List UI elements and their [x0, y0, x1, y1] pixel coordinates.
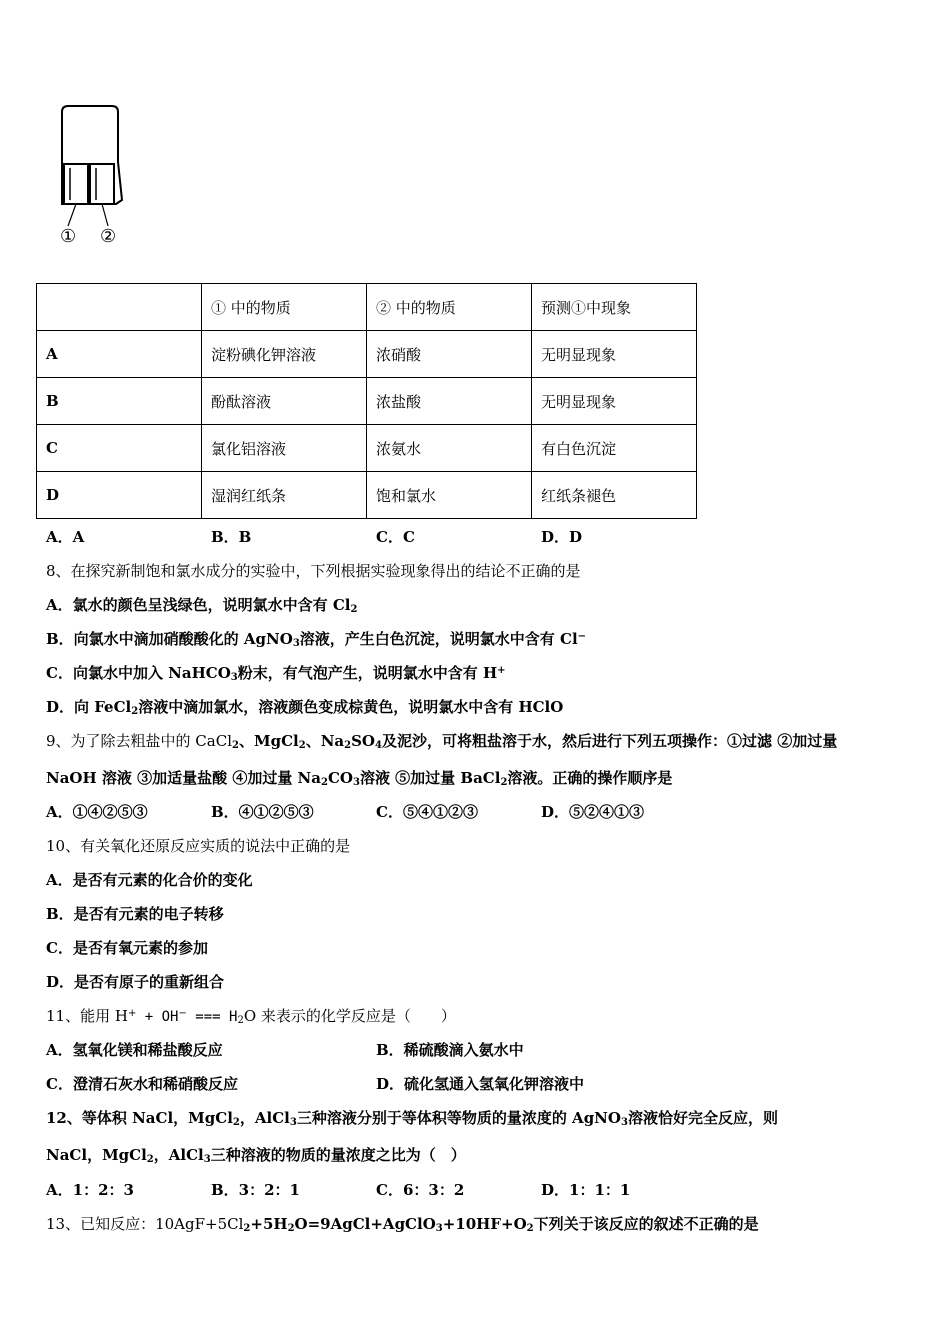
q9-stem-line-1: 9、为了除去粗盐中的 CaCl$_2$、MgCl$_2$、$Na_2SO_4$及泥沙，可将粗盐溶于水，然后进行下列五项操作：①过滤 ②加过量 — [46, 732, 838, 751]
apparatus-figure — [52, 100, 142, 250]
label-2: ② — [100, 226, 117, 247]
q11-option-d: D．硫化氢通入氢氧化钾溶液中 — [376, 1075, 585, 1093]
table-row — [37, 425, 697, 472]
q8-option-d: D．向 FeCl$_2$溶液中滴加氯水，溶液颜色变成棕黄色，说明氯水中含有 HClO — [46, 698, 564, 717]
q7-option-c: C．C — [376, 528, 415, 546]
q7-option-b: B．B — [211, 528, 252, 546]
table-cell: ② 中的物质 — [367, 284, 532, 331]
table-cell: ① 中的物质 — [202, 284, 367, 331]
q10-option-b: B．是否有元素的电子转移 — [46, 905, 224, 923]
q12-stem-line-1: 12、等体积 NaCl，MgCl$_2$，AlCl$_3$三种溶液分别于等体积等物质的量浓度的 AgNO$_3$溶液恰好完全反应，则 — [46, 1109, 778, 1128]
table-cell: 氯化铝溶液 — [202, 425, 367, 472]
beaker-1 — [64, 164, 88, 204]
table-cell: 无明显现象 — [532, 378, 697, 425]
table-cell: 饱和氯水 — [367, 472, 532, 519]
q13-stem: 13、已知反应：$10AgF+5Cl_2+5H_2O=9AgCl+AgClO_3+10HF+O_2$下列关于该反应的叙述不正确的是 — [46, 1215, 759, 1234]
experiment-table — [36, 283, 697, 519]
table-cell: 浓氨水 — [367, 425, 532, 472]
q10-option-c: C．是否有氧元素的参加 — [46, 939, 208, 957]
table-cell: A — [37, 331, 202, 378]
q7-option-d: D．D — [541, 528, 583, 546]
q9-option-a: A．①④②⑤③ — [46, 803, 148, 821]
q12-stem-line-2: NaCl，MgCl$_2$，AlCl$_3$三种溶液的物质的量浓度之比为（ ） — [46, 1146, 466, 1165]
table-cell: 无明显现象 — [532, 331, 697, 378]
table-cell: 酚酞溶液 — [202, 378, 367, 425]
q12-option-c: C．6：3：2 — [376, 1181, 465, 1199]
table-row — [37, 378, 697, 425]
q8-stem: 8、在探究新制饱和氯水成分的实验中，下列根据实验现象得出的结论不正确的是 — [46, 562, 581, 580]
q9-option-d: D．⑤②④①③ — [541, 803, 645, 821]
table-cell — [37, 284, 202, 331]
q8-option-c: C．向氯水中加入 NaHCO$_3$粉末，有气泡产生，说明氯水中含有 H+ — [46, 664, 506, 683]
table-row — [37, 472, 697, 519]
table-cell: D — [37, 472, 202, 519]
table-row — [37, 331, 697, 378]
q11-stem: 11、能用 H+ + OH− === $H_2O$ 来表示的化学反应是（ ） — [46, 1007, 456, 1026]
table-cell: C — [37, 425, 202, 472]
q10-option-a: A．是否有元素的化合价的变化 — [46, 871, 253, 889]
q10-stem: 10、有关氧化还原反应实质的说法中正确的是 — [46, 837, 351, 855]
q9-option-b: B．④①②⑤③ — [211, 803, 314, 821]
table-cell: 浓硝酸 — [367, 331, 532, 378]
label-1: ① — [60, 226, 77, 247]
q7-option-a: A．A — [46, 528, 85, 546]
q8-option-b: B．向氯水中滴加硝酸酸化的 AgNO$_3$溶液，产生白色沉淀，说明氯水中含有 Cl− — [46, 630, 587, 649]
q11-option-a: A．氢氧化镁和稀盐酸反应 — [46, 1041, 223, 1059]
table-cell: B — [37, 378, 202, 425]
table-header-row — [37, 284, 697, 331]
q11-option-b: B．稀硫酸滴入氨水中 — [376, 1041, 524, 1059]
q12-option-d: D．1：1：1 — [541, 1181, 631, 1199]
table-cell: 预测①中现象 — [532, 284, 697, 331]
q12-option-a: A．1：2：3 — [46, 1181, 134, 1199]
q11-option-c: C．澄清石灰水和稀硝酸反应 — [46, 1075, 238, 1093]
table-cell: 淀粉碘化钾溶液 — [202, 331, 367, 378]
q8-option-a: A．氯水的颜色呈浅绿色，说明氯水中含有 $Cl_2$ — [46, 596, 358, 615]
table-cell: 湿润红纸条 — [202, 472, 367, 519]
table-cell: 浓盐酸 — [367, 378, 532, 425]
q10-option-d: D．是否有原子的重新组合 — [46, 973, 225, 991]
table-cell: 红纸条褪色 — [532, 472, 697, 519]
q9-stem-line-2: NaOH 溶液 ③加适量盐酸 ④加过量 $Na_2CO_3$溶液 ⑤加过量 BaCl$_2$溶液。正确的操作顺序是 — [46, 769, 673, 788]
q12-option-b: B．3：2：1 — [211, 1181, 300, 1199]
table-cell: 有白色沉淀 — [532, 425, 697, 472]
beaker-2 — [90, 164, 114, 204]
q9-option-c: C．⑤④①②③ — [376, 803, 478, 821]
